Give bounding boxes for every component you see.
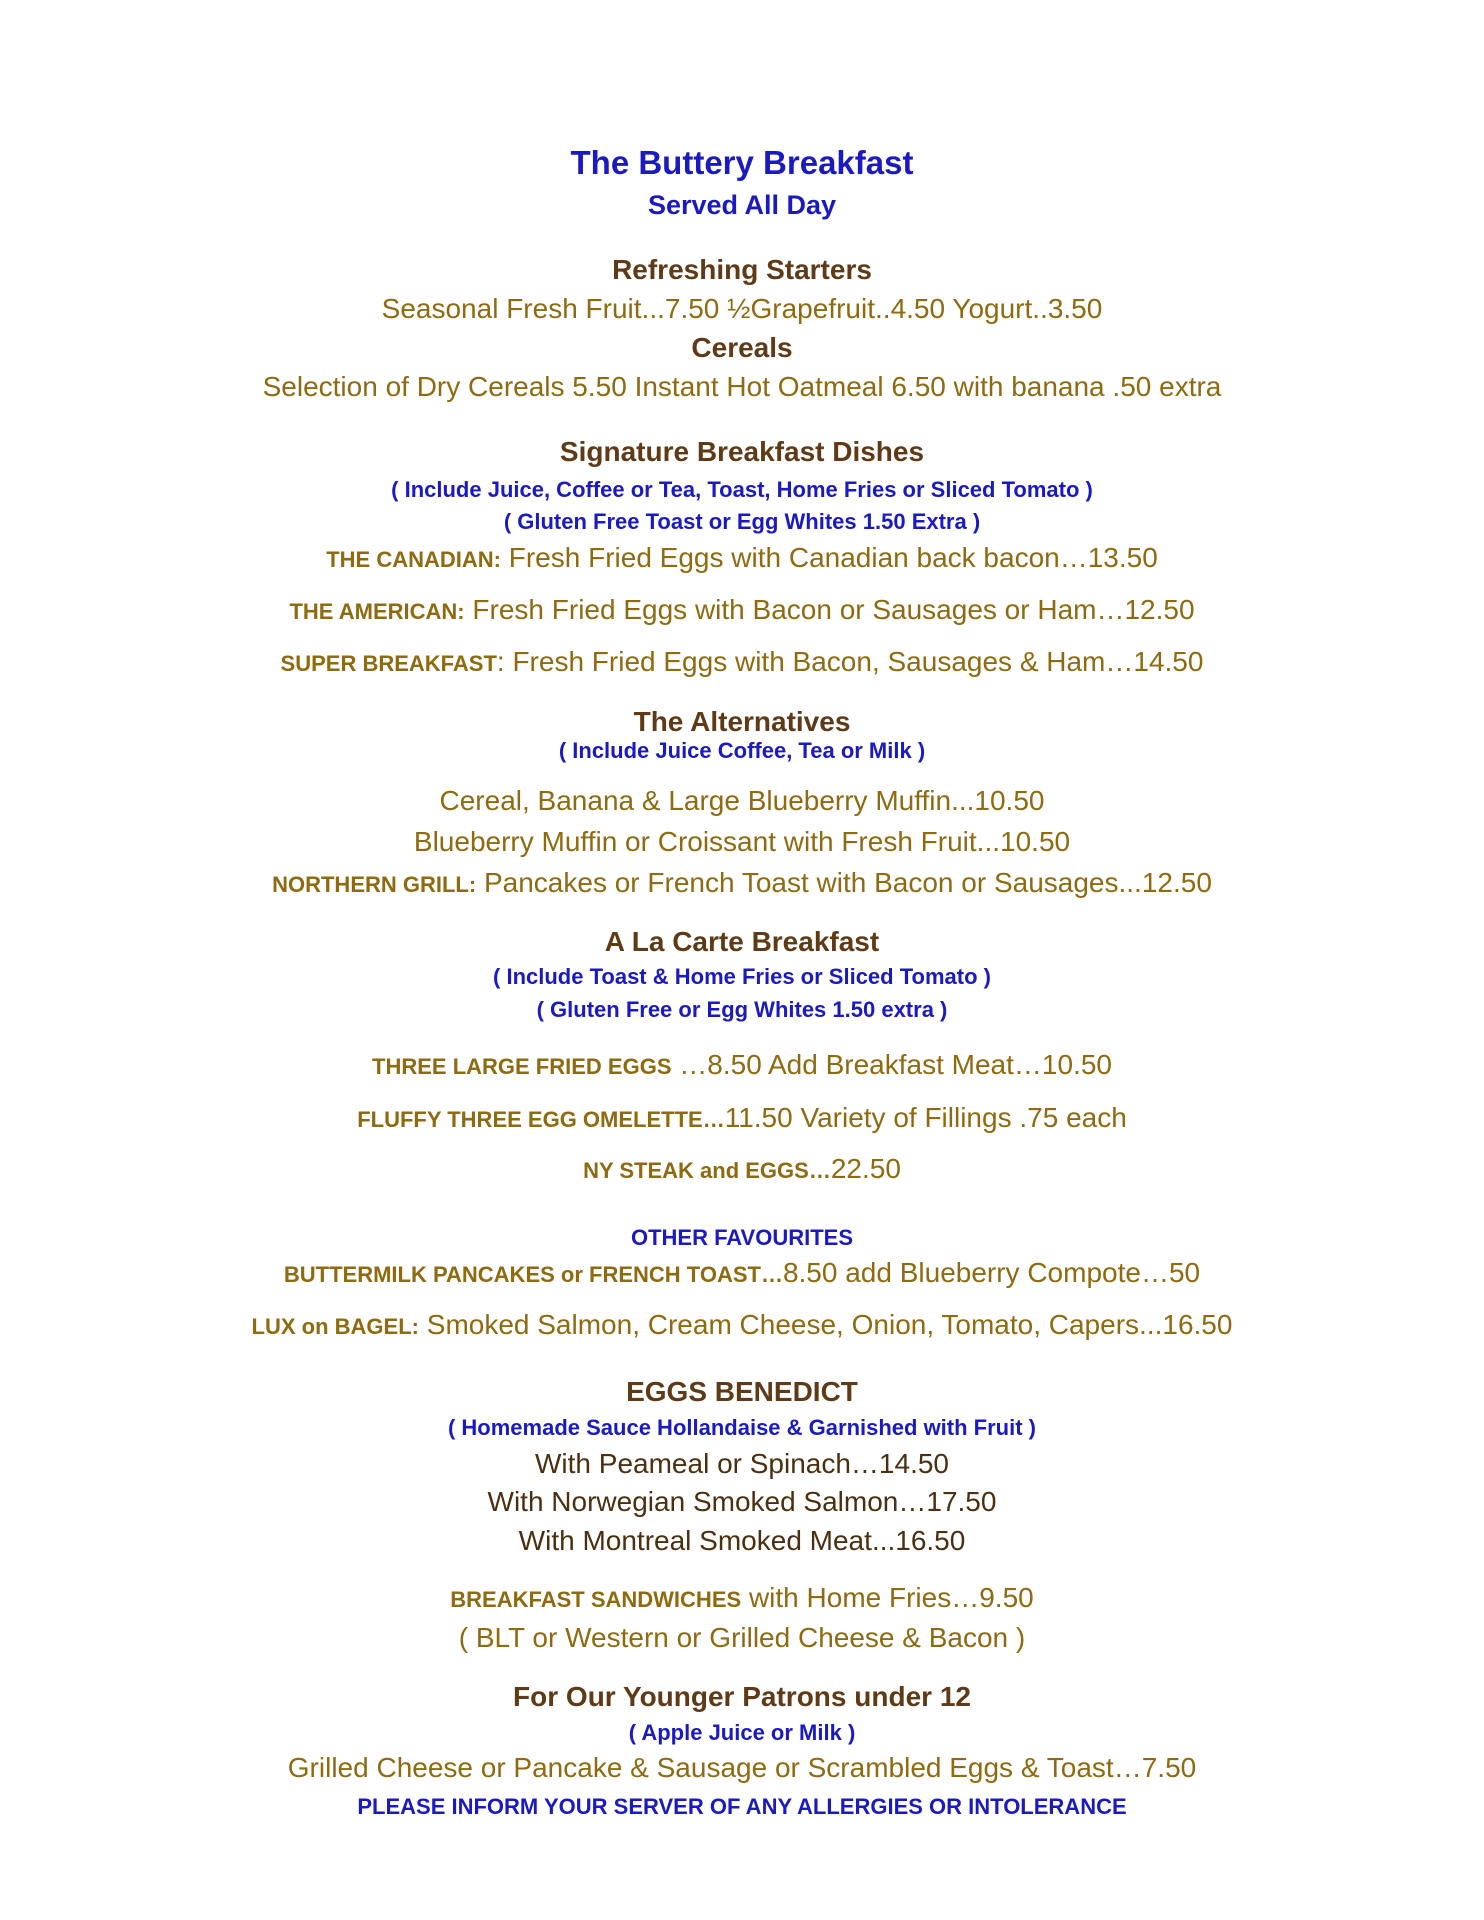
item-text: Fresh Fried Eggs with Bacon or Sausages or Ham…12.50 [464,594,1195,625]
item-text: with Home Fries…9.50 [741,1582,1034,1613]
alternatives-item-3 [0,869,1484,897]
benedict-item: With Peameal or Spinach…14.50 [535,1448,949,1479]
signature-item [0,596,1484,624]
signature-heading: Signature Breakfast Dishes [559,436,925,467]
item-label: NORTHERN GRILL: [272,872,477,897]
alternatives-note: ( Include Juice Coffee, Tea or Milk ) [558,738,926,763]
benedict-heading: EGGS BENEDICT [626,1376,858,1407]
alacarte-item [0,1104,1484,1132]
signature-note-1: ( Include Juice, Coffee or Tea, Toast, Home Fries or Sliced Tomato ) [391,477,1093,502]
alacarte-heading: A La Carte Breakfast [604,926,880,957]
alacarte-item [0,1051,1484,1079]
cereals-heading: Cereals [691,332,793,363]
benedict-item: With Montreal Smoked Meat...16.50 [518,1525,966,1556]
signature-item [0,648,1484,676]
alternatives-item-1: Cereal, Banana & Large Blueberry Muffin...10.50 [439,785,1045,816]
benedict-note: ( Homemade Sauce Hollandaise & Garnished with Fruit ) [447,1415,1036,1440]
item-label: FLUFFY THREE EGG OMELETTE… [357,1107,725,1132]
alternatives-item-2: Blueberry Muffin or Croissant with Fresh Fruit...10.50 [413,826,1071,857]
younger-items: Grilled Cheese or Pancake & Sausage or Scrambled Eggs & Toast…7.50 [287,1752,1197,1783]
favourites-heading: OTHER FAVOURITES [630,1225,854,1250]
menu-subtitle: Served All Day [647,190,837,220]
alternatives-heading: The Alternatives [633,706,851,737]
item-label: NY STEAK and EGGS… [583,1158,831,1183]
item-label: THE AMERICAN: [289,599,465,624]
item-text: : Fresh Fried Eggs with Bacon, Sausages & Ham…14.50 [496,646,1204,677]
item-text: 11.50 Variety of Fillings .75 each [724,1102,1127,1133]
signature-item [0,544,1484,572]
item-text: 22.50 [830,1153,901,1184]
cereals-items: Selection of Dry Cereals 5.50 Instant Hot Oatmeal 6.50 with banana .50 extra [262,371,1222,402]
sandwiches-line [0,1584,1484,1612]
allergy-notice: PLEASE INFORM YOUR SERVER OF ANY ALLERGIES OR INTOLERANCE [357,1794,1127,1819]
item-text: Pancakes or French Toast with Bacon or Sausages...12.50 [476,867,1212,898]
signature-note-2: ( Gluten Free Toast or Egg Whites 1.50 Extra ) [503,509,981,534]
item-label: SUPER BREAKFAST [280,651,497,676]
alacarte-note-1: ( Include Toast & Home Fries or Sliced Tomato ) [493,964,991,989]
item-text: Smoked Salmon, Cream Cheese, Onion, Tomato, Capers...16.50 [418,1309,1233,1340]
item-label: BUTTERMILK PANCAKES or FRENCH TOAST… [283,1262,783,1287]
benedict-item: With Norwegian Smoked Salmon…17.50 [487,1486,997,1517]
item-text: Fresh Fried Eggs with Canadian back bacon…13.50 [500,542,1158,573]
younger-note: ( Apple Juice or Milk ) [628,1720,856,1745]
refreshing-items: Seasonal Fresh Fruit...7.50 ½Grapefruit..4.50 Yogurt..3.50 [381,293,1103,324]
favourites-item [0,1259,1484,1287]
item-label: BREAKFAST SANDWICHES [450,1587,742,1612]
refreshing-heading: Refreshing Starters [612,254,872,285]
alacarte-note-2: ( Gluten Free or Egg Whites 1.50 extra ) [536,997,948,1022]
item-text: …8.50 Add Breakfast Meat…10.50 [671,1049,1112,1080]
younger-heading: For Our Younger Patrons under 12 [513,1681,971,1712]
item-label: LUX on BAGEL: [251,1314,419,1339]
menu-title: The Buttery Breakfast [570,144,914,181]
sandwiches-options: ( BLT or Western or Grilled Cheese & Bacon ) [458,1622,1026,1653]
alacarte-item [0,1155,1484,1183]
item-label: THREE LARGE FRIED EGGS [372,1054,672,1079]
item-text: 8.50 add Blueberry Compote…50 [782,1257,1201,1288]
item-label: THE CANADIAN: [326,547,501,572]
favourites-item [0,1311,1484,1339]
